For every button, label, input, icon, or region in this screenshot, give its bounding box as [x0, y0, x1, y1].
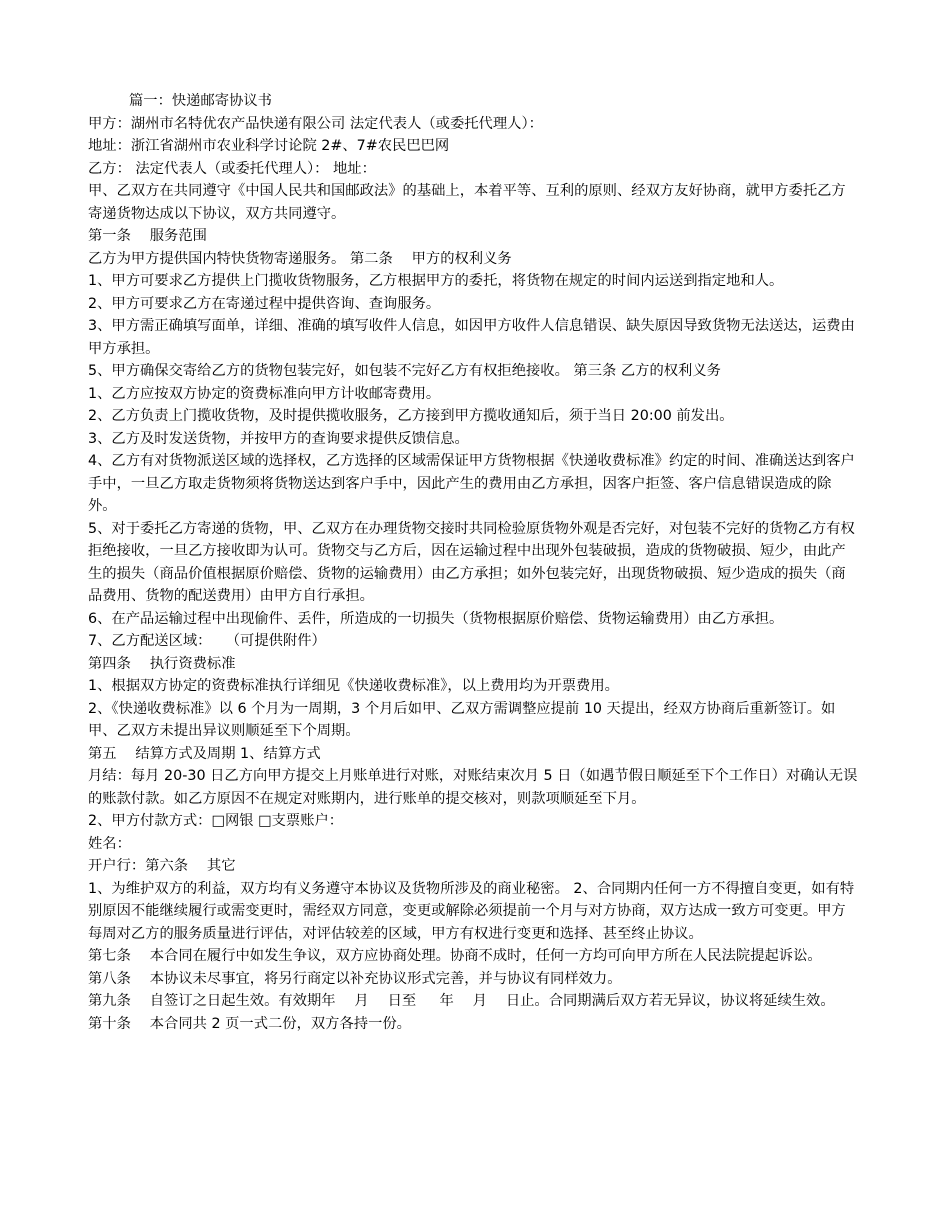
- paragraph: 第九条 自签订之日起生效。有效期年 月 日至 年 月 日止。合同期满后双方若无异议，协议将延续生效。: [88, 993, 835, 1009]
- paragraph: 乙方为甲方提供国内特快货物寄递服务。 第二条 甲方的权利义务: [88, 250, 512, 267]
- document-title: 篇一：快递邮寄协议书: [129, 93, 272, 109]
- section-heading: 第四条 执行资费标准: [88, 655, 236, 672]
- document-body: [88, 113, 858, 1036]
- paragraph: 第十条 本合同共 2 页一式二份，双方各持一份。: [88, 1015, 411, 1032]
- paragraph: 地址：浙江省湖州市农业科学讨论院 2#、7#农民巴巴网: [88, 138, 450, 154]
- paragraph: 4、乙方有对货物派送区域的选择权，乙方选择的区域需保证甲方货物根据《快递收费标准》约定的时间、准确送达到客户手中，一旦乙方取走货物须将货物送达到客户手中，因此产生的费用由乙方承担，因客户拒签、客户信息错误造成的除外。: [88, 453, 855, 514]
- paragraph: 开户行：第六条 其它: [88, 858, 236, 874]
- paragraph: 2、乙方负责上门揽收货物，及时提供揽收服务，乙方接到甲方揽收通知后，须于当日 20:00 前发出。: [88, 408, 734, 424]
- paragraph: 6、在产品运输过程中出现偷件、丢件，所造成的一切损失（货物根据原价赔偿、货物运输费用）由乙方承担。: [88, 610, 784, 627]
- document-page: [88, 90, 858, 1035]
- paragraph: 3、乙方及时发送货物，并按甲方的查询要求提供反馈信息。: [88, 430, 469, 447]
- section-heading: 第五 结算方式及周期 1、结算方式: [88, 745, 321, 762]
- paragraph: 2、《快递收费标准》以 6 个月为一周期，3 个月后如甲、乙双方需调整应提前 10 天提出，经双方协商后重新签订。如甲、乙双方未提出异议则顺延至下个周期。: [88, 700, 836, 739]
- paragraph: 2、甲方付款方式：□网银 □支票账户：: [88, 813, 344, 829]
- paragraph: 7、乙方配送区域： （可提供附件）: [88, 633, 326, 649]
- paragraph: 3、甲方需正确填写面单，详细、准确的填写收件人信息，如因甲方收件人信息错误、缺失原因导致货物无法送达，运费由甲方承担。: [88, 318, 855, 357]
- paragraph: 5、对于委托乙方寄递的货物，甲、乙双方在办理货物交接时共同检验原货物外观是否完好，对包装不完好的货物乙方有权拒绝接收，一旦乙方接收即为认可。货物交与乙方后，因在运输过程中出现外包装破损，造成的货物破损、短少，由此产生的损失（商品价值根据原价赔偿、货物的运输费用）由乙方承担；如外包装完好，出现货物破损、短少造成的损失（商品费用、货物的配送费用）由甲方自行承担。: [88, 520, 855, 604]
- paragraph: 第八条 本协议未尽事宜，将另行商定以补充协议形式完善，并与协议有同样效力。: [88, 970, 622, 987]
- paragraph: 甲方：湖州市名特优农产品快递有限公司 法定代表人（或委托代理人）：: [88, 115, 543, 132]
- paragraph: 姓名：: [88, 835, 131, 852]
- paragraph: 月结：每月 20-30 日乙方向甲方提交上月账单进行对账，对账结束次月 5 日（如遇节假日顺延至下个工作日）对确认无误的账款付款。如乙方原因不在规定对账期内，进行账单的提交核对，则款项顺延至下月。: [88, 768, 858, 807]
- paragraph: 2、甲方可要求乙方在寄递过程中提供咨询、查询服务。: [88, 295, 441, 312]
- paragraph: 1、甲方可要求乙方提供上门揽收货物服务，乙方根据甲方的委托，将货物在规定的时间内运送到指定地和人。: [88, 273, 784, 289]
- paragraph: 5、甲方确保交寄给乙方的货物包装完好，如包装不完好乙方有权拒绝接收。 第三条 乙方的权利义务: [88, 363, 721, 379]
- paragraph: 第七条 本合同在履行中如发生争议，双方应协商处理。协商不成时，任何一方均可向甲方所在人民法院提起诉讼。: [88, 948, 822, 964]
- paragraph: 1、根据双方协定的资费标准执行详细见《快递收费标准》，以上费用均为开票费用。: [88, 678, 619, 694]
- paragraph: 甲、乙双方在共同遵守《中国人民共和国邮政法》的基础上，本着平等、互利的原则、经双方友好协商，就甲方委托乙方寄递货物达成以下协议，双方共同遵守。: [88, 183, 846, 222]
- section-heading: 第一条 服务范围: [88, 228, 207, 244]
- paragraph: 1、为维护双方的利益，双方均有义务遵守本协议及货物所涉及的商业秘密。 2、合同期内任何一方不得擅自变更，如有特别原因不能继续履行或需变更时，需经双方同意，变更或解除必须提前一个月与对方协商，双方达成一致方可变更。甲方每周对乙方的服务质量进行评估，对评估较差的区域，甲方有权进行变更和选择、甚至终止协议。: [88, 880, 855, 942]
- paragraph: 乙方： 法定代表人（或委托代理人）： 地址：: [88, 160, 376, 177]
- paragraph: 1、乙方应按双方协定的资费标准向甲方计收邮寄费用。: [88, 385, 441, 402]
